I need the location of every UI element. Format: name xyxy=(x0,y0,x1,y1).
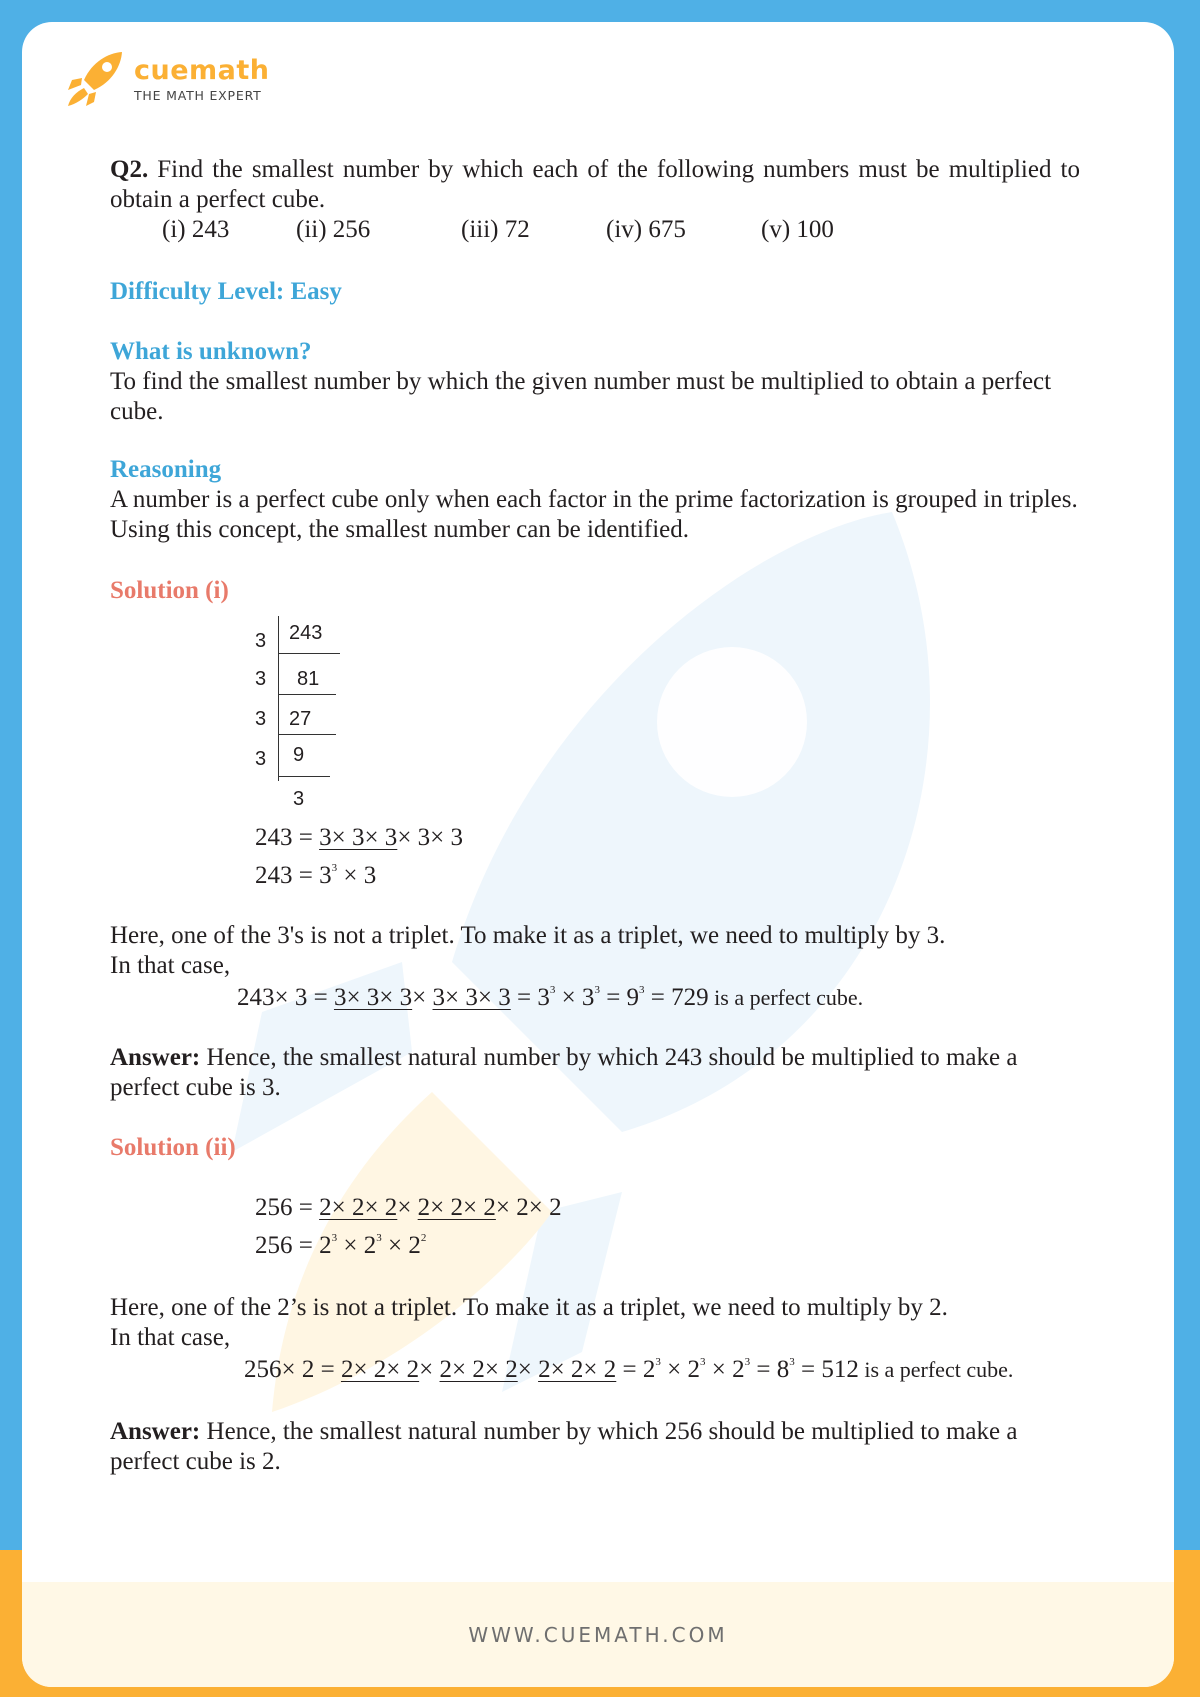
eq-triplet: 3× 3× 3 xyxy=(333,984,413,1011)
eq-part: is a perfect cube. xyxy=(858,1357,1014,1382)
eq-part: × xyxy=(419,1356,440,1383)
eq-part: × 3× 3 xyxy=(397,824,464,851)
eq-exponent: 3 xyxy=(744,1356,751,1368)
question-item: (iv) 675 xyxy=(606,216,686,243)
footer-website: WWW.CUEMATH.COM xyxy=(468,1623,728,1647)
ladder-rule xyxy=(278,734,336,735)
eq-part: × 2 xyxy=(337,1232,377,1259)
ladder-quotient: 27 xyxy=(289,708,312,730)
equation-256-expanded xyxy=(110,1193,1080,1223)
ladder-divider xyxy=(278,616,279,781)
eq-exponent: 3 xyxy=(376,1232,382,1244)
solution-1-heading: Solution (i) xyxy=(110,577,229,604)
eq-part: 256× 2 = xyxy=(244,1356,341,1383)
eq-part: × xyxy=(517,1356,539,1383)
solution-2-explanation: Here, one of the 2’s is not a triplet. To make it as a triplet, we need to multiply by 2. xyxy=(110,1294,948,1321)
ladder-rule xyxy=(278,653,340,654)
eq-part: = 512 xyxy=(794,1356,859,1383)
eq-part: × 2× 2 xyxy=(495,1194,562,1221)
ladder-divisor: 3 xyxy=(255,630,267,652)
eq-part: × xyxy=(397,1194,418,1221)
equation-256-power xyxy=(110,1231,1080,1261)
ladder-divisor: 3 xyxy=(255,708,267,730)
unknown-heading: What is unknown? xyxy=(110,338,312,365)
eq-part: is a perfect cube. xyxy=(708,985,864,1010)
solution-2-answer xyxy=(110,1417,1080,1477)
solution-2-in-that-case: In that case, xyxy=(110,1324,231,1351)
eq-part: = 9 xyxy=(599,984,640,1011)
eq-part: 256 = xyxy=(255,1194,320,1221)
eq-part: = 8 xyxy=(750,1356,790,1383)
eq-exponent: 3 xyxy=(549,984,556,996)
eq-part: = 2 xyxy=(616,1356,656,1383)
eq-exponent: 3 xyxy=(655,1356,661,1368)
question-items xyxy=(110,215,1080,245)
question-item: (iii) 72 xyxy=(461,216,530,243)
answer-text: Hence, the smallest natural number by which 243 should be multiplied to make a perfect cube is 3. xyxy=(110,1044,1018,1101)
brand-tagline: THE MATH EXPERT xyxy=(134,87,262,103)
eq-exponent: 3 xyxy=(789,1356,795,1368)
eq-exponent: 3 xyxy=(700,1356,706,1368)
ladder-quotient: 9 xyxy=(293,744,305,766)
page-card xyxy=(22,22,1174,1687)
eq-triplet: 2× 2× 2 xyxy=(319,1194,398,1221)
reasoning-heading: Reasoning xyxy=(110,456,222,483)
eq-part: = 729 xyxy=(644,984,709,1011)
eq-part: × 2 xyxy=(705,1356,745,1383)
eq-exponent: 3 xyxy=(594,984,600,996)
rocket-logo-icon xyxy=(64,50,126,108)
reasoning-text: A number is a perfect cube only when each factor in the prime factorization is grouped in triples. Using this concept, the smallest number can be identified. xyxy=(110,486,1078,543)
prime-factorization-ladder xyxy=(255,616,455,811)
question-body: Find the smallest number by which each of the following numbers must be multiplied to obtain a perfect cube. xyxy=(110,156,1080,213)
eq-triplet: 2× 2× 2 xyxy=(439,1356,518,1383)
eq-part: 243 = xyxy=(255,824,320,851)
ladder-quotient: 243 xyxy=(289,622,323,644)
eq-exponent: 3 xyxy=(639,984,645,996)
eq-part: = 3 xyxy=(510,984,550,1011)
eq-part: × 2 xyxy=(381,1232,421,1259)
eq-part: 243 = 3 xyxy=(255,862,332,889)
difficulty-level: Difficulty Level: Easy xyxy=(110,278,342,305)
eq-exponent: 3 xyxy=(331,862,338,874)
eq-part: × 3 xyxy=(555,984,595,1011)
answer-label: Answer: xyxy=(110,1044,201,1071)
question-item: (v) 100 xyxy=(761,216,834,243)
eq-triplet: 2× 2× 2 xyxy=(538,1356,617,1383)
solution-1-explanation: Here, one of the 3's is not a triplet. To make it as a triplet, we need to multiply by 3. xyxy=(110,922,946,949)
answer-text: Hence, the smallest natural number by which 256 should be multiplied to make a perfect cube is 2. xyxy=(110,1418,1018,1475)
cuemath-logo xyxy=(64,50,270,108)
ladder-rule xyxy=(278,694,336,695)
solution-2-heading: Solution (ii) xyxy=(110,1134,236,1161)
equation-243-power xyxy=(110,861,1080,891)
equation-243-expanded xyxy=(110,823,1080,853)
eq-triplet: 3× 3× 3 xyxy=(319,824,398,851)
eq-triplet: 3× 3× 3 xyxy=(432,984,511,1011)
eq-triplet: 2× 2× 2 xyxy=(340,1356,420,1383)
unknown-text: To find the smallest number by which the given number must be multiplied to obtain a perfect cube. xyxy=(110,368,1052,425)
eq-part: × 3 xyxy=(337,862,377,889)
document-body xyxy=(110,155,1080,1477)
ladder-quotient: 81 xyxy=(297,668,320,690)
ladder-quotient: 3 xyxy=(293,788,305,810)
ladder-rule xyxy=(278,776,330,777)
eq-part: 256 = 2 xyxy=(255,1232,332,1259)
equation-243-times-3 xyxy=(110,983,1080,1013)
ladder-divisor: 3 xyxy=(255,668,267,690)
question-item: (ii) 256 xyxy=(296,216,371,243)
question-text xyxy=(110,155,1080,215)
ladder-divisor: 3 xyxy=(255,748,267,770)
eq-exponent: 2 xyxy=(420,1232,427,1244)
solution-1-answer xyxy=(110,1043,1080,1103)
eq-triplet: 2× 2× 2 xyxy=(417,1194,496,1221)
answer-label: Answer: xyxy=(110,1418,201,1445)
eq-exponent: 3 xyxy=(331,1232,338,1244)
question-item: (i) 243 xyxy=(162,216,230,243)
question-label: Q2. xyxy=(110,156,149,183)
eq-part: 243× 3 = xyxy=(237,984,334,1011)
eq-part: × 2 xyxy=(660,1356,700,1383)
equation-256-times-2 xyxy=(110,1355,1080,1385)
solution-1-in-that-case: In that case, xyxy=(110,952,231,979)
eq-part: × xyxy=(412,984,433,1011)
brand-name: cuemath xyxy=(134,54,270,86)
